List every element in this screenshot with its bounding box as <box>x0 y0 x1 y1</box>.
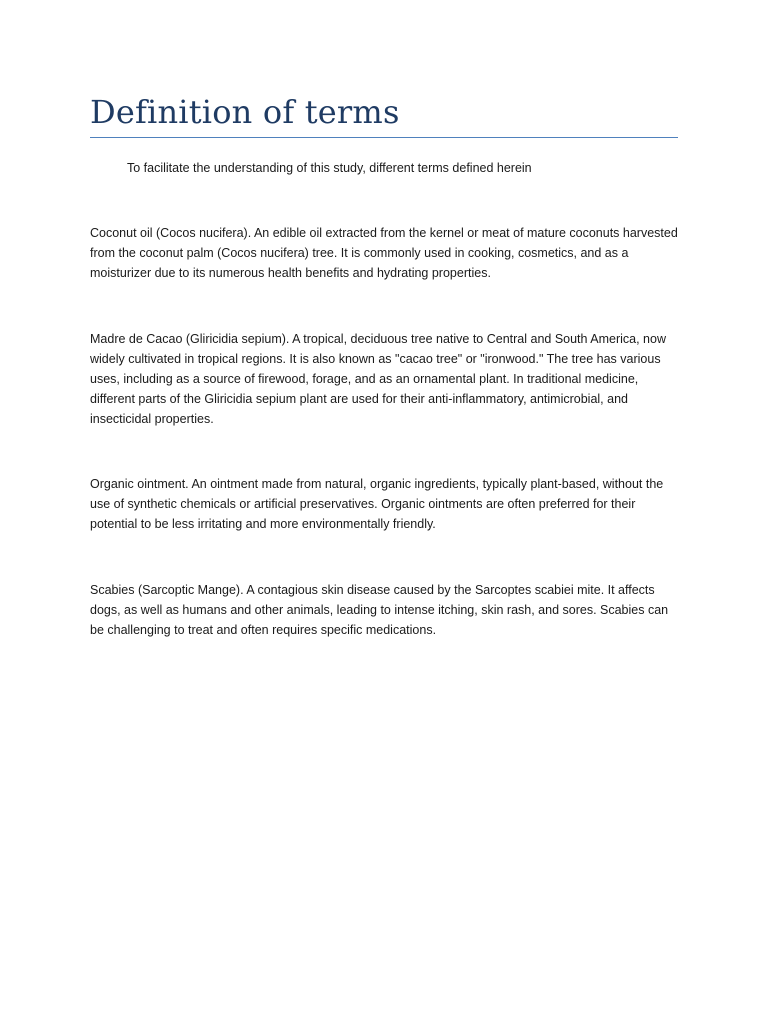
title-divider <box>90 137 678 138</box>
term-definition-organic-ointment: Organic ointment. An ointment made from natural, organic ingredients, typically plant-based, without the use of synthetic chemicals or artificial preservatives. Organic ointments are often preferred for their potential to be less irritating and more environmentally friendly. <box>90 477 664 531</box>
term-definition-scabies: Scabies (Sarcoptic Mange). A contagious skin disease caused by the Sarcoptes scabiei mite. It affects dogs, as well as humans and other animals, leading to intense itching, skin rash, and sores. Scabies can be challenging to treat and often requires specific medications. <box>90 583 669 637</box>
term-definition-madre-de-cacao: Madre de Cacao (Gliricidia sepium). A tropical, deciduous tree native to Central and South America, now widely cultivated in tropical regions. It is also known as "cacao tree" or "ironwood." The tree has various uses, including as a source of firewood, forage, and as an ornamental plant. In traditional medicine, different parts of the Gliricidia sepium plant are used for their anti-inflammatory, antimicrobial, and insecticidal properties. <box>90 332 666 426</box>
page-title: Definition of terms <box>90 93 400 131</box>
intro-paragraph: To facilitate the understanding of this study, different terms defined herein <box>127 161 532 175</box>
term-definition-coconut-oil: Coconut oil (Cocos nucifera). An edible oil extracted from the kernel or meat of mature coconuts harvested from the coconut palm (Cocos nucifera) tree. It is commonly used in cooking, cosmetics, and as a moisturizer due to its numerous health benefits and hydrating properties. <box>90 226 678 280</box>
